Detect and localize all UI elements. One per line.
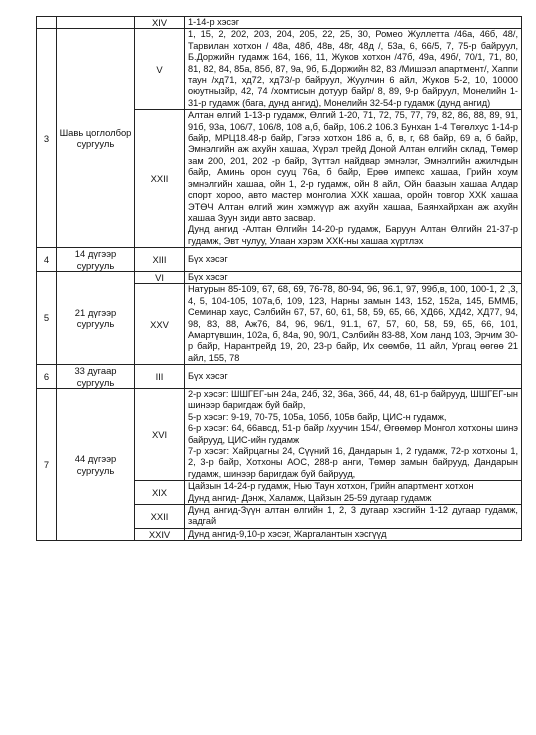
school-number-cell — [37, 17, 57, 29]
table-row — [37, 248, 522, 272]
school-name-cell: 21 дүгээр сургууль — [57, 271, 135, 364]
school-district-table — [36, 16, 522, 541]
zone-description-cell: Бүх хэсэг — [185, 248, 522, 272]
zone-number-cell: XXII — [135, 505, 185, 529]
zone-number-cell: XXIV — [135, 528, 185, 540]
school-name-cell: 33 дугаар сургууль — [57, 365, 135, 389]
table-row — [37, 271, 522, 283]
zone-description-cell: 2-р хэсэг: ШШГЕГ-ын 24а, 24б, 32, 36а, 36б, 44, 48, 61-р байрууд, ШШГЕГ-ын шинээр баригдаж буй байр, 5-р хэсэг: 9-19, 70-75, 105а, 105б, 105в байр, ЦИС-н гудамж, 6-р хэсэг: 64, 66авсд, 51-р байр /хуучин 154/, Өгөөмөр Монгол хотхоны шинэ байрууд, ЦИС-ийн гудамж 7-р хэсэг: Хайрцагны 24, Сүүний 16, Дандарын 1, 2 гудамж, 72-р хотхоны 1, 2, 3-р байр, Хотхоны АОС, 288-р анги, Төмөр замын байрууд, Дандарын гудамж, шинээр баригдаж буй байрууд, — [185, 389, 522, 481]
zone-number-cell: XIII — [135, 248, 185, 272]
school-name-cell: Шавь цоглолбор сургууль — [57, 29, 135, 248]
table-body — [37, 17, 522, 541]
school-name-cell: 14 дүгээр сургууль — [57, 248, 135, 272]
zone-number-cell: VI — [135, 271, 185, 283]
zone-description-cell: Бүх хэсэг — [185, 365, 522, 389]
school-number-cell: 3 — [37, 29, 57, 248]
zone-number-cell: XXV — [135, 284, 185, 365]
zone-description-cell: Дунд ангид-9,10-р хэсэг, Жаргалантын хэсгүүд — [185, 528, 522, 540]
zone-description-cell: 1, 15, 2, 202, 203, 204, 205, 22, 25, 30, Ромео Жуллетта /46а, 46б, 48/, Тарвилан хотхон / 48а, 48б, 48в, 48г, 48д /, 53а, 6, 66/5, 7, 75-р байруул, Б.Доржийн гудамж 164, 166, 11, Жуков хотхон /47б, 49а, 49б/, 70/1, 71, 80, 81, 82, 84, 85а, 85б, 87, 9а, 9б, Б.Доржийн 82, 83 /Мишээл апартмент/, Хаппи таун /хд71, хд72, хд73/-р байруул, Жуулчин 6 айл, Жуков 5-2, 10, 10000 оюутнызйр, 42, 74 /хомтисын дотуур байр/ 8, 89, 9-р байруул, Монелийн 1-31-р гудамж (бага, дунд ангид), Монелийн 32-54-р гудамж (дунд ангид) — [185, 29, 522, 110]
zone-number-cell: XIX — [135, 481, 185, 505]
school-number-cell: 7 — [37, 389, 57, 541]
school-number-cell: 6 — [37, 365, 57, 389]
zone-number-cell: III — [135, 365, 185, 389]
school-number-cell: 5 — [37, 271, 57, 364]
zone-description-cell: Натурын 85-109, 67, 68, 69, 76-78, 80-94, 96, 96.1, 97, 99б,в, 100, 100-1, 2 ,3, 4, 5, 104-105, 107а,б, 109, 123, Нарны замын 143, 152, 152а, 145, БММБ, Семинар хаус, Сэлбийн 67, 57, 60, 61, 58, 59, 65, 66, ХД66, ХД42, ХД77, 94, 98, 83, 88, Аж76, 84, 96, 96/1, 91.1, 67, 57, 60, 58, 59, 65, 66, 101, Амартүвшин, 102а, б, 84а, 90, 90/1, Сэлбийн 83-88, Хом ланд 103, Эрчим 30-р байр, Нарантрейд 19, 20, 23-р байр, Их сөөмбө, 11 айл, Ургац өөгөө 21 айл, 155, 78 — [185, 284, 522, 365]
table-row — [37, 29, 522, 110]
zone-number-cell: XVI — [135, 389, 185, 481]
zone-description-cell: Дунд ангид-Зүүн алтан өлгийн 1, 2, 3 дугаар хэсгийн 1-12 дугаар гудамж, задгай — [185, 505, 522, 529]
zone-description-cell: Бүх хэсэг — [185, 271, 522, 283]
zone-number-cell: XIV — [135, 17, 185, 29]
table-row — [37, 389, 522, 481]
table-row — [37, 17, 522, 29]
zone-number-cell: V — [135, 29, 185, 110]
zone-description-cell: Алтан өлгий 1-13-р гудамж, Өлгий 1-20, 71, 72, 75, 77, 79, 82, 86, 88, 89, 91, 91б, 93а, 106/7, 106/8, 108 а,б, байр, 106.2 106.3 Бунхан 1-4 Төгөлхус 1-14-р байр, МРЦ18.48-р байр, Гэгээ хотхон 186 а, б, в, г, 68 байр, 69 а, б байр, Эмнэлгийн аж ахуйн хашаа, Хүрэл трейд Доной Алтан өлгийн склад, Төмөр зам 200, 201, 202 -р байр, Зүттэл найдвар эмнэлэг, Эмнэлгийн ажилчдын байр, Аминь орон сууц 76а, б байр, Ерөө импекс хашаа, Грийн хоум эмнэлгийн хашаа, ойн 1, 2-р гудамж, ойн 8 айл, Ойн баазын хашаа Алдар спорт хороо, авто мастер монголиа ХХК хашаа, оройн товгор ХХК хашаа ЭТӨЧ Алтан өлгий жин хэмжүүр аж ахуйн хашаа, Баянхайрхан аж ахуйн хашаа Зуун зиди авто засвар. Дунд ангид -Алтан Өлгийн 14-20-р гудамж, Баруун Алтан Өлгийн 21-37-р гудамж, Эвт чулуу, Улаан хэрэм ХХК-ны хашаа хүртлэх — [185, 110, 522, 248]
school-number-cell: 4 — [37, 248, 57, 272]
zone-description-cell: 1-14-р хэсэг — [185, 17, 522, 29]
zone-description-cell: Цайзын 14-24-р гудамж, Нью Таун хотхон, Грийн апартмент хотхон Дунд ангид- Дэнж, Халамж, Цайзын 25-59 дугаар гудамж — [185, 481, 522, 505]
school-name-cell — [57, 17, 135, 29]
school-district-table-page — [36, 16, 522, 541]
zone-number-cell: XXII — [135, 110, 185, 248]
school-name-cell: 44 дүгээр сургууль — [57, 389, 135, 541]
table-row — [37, 365, 522, 389]
